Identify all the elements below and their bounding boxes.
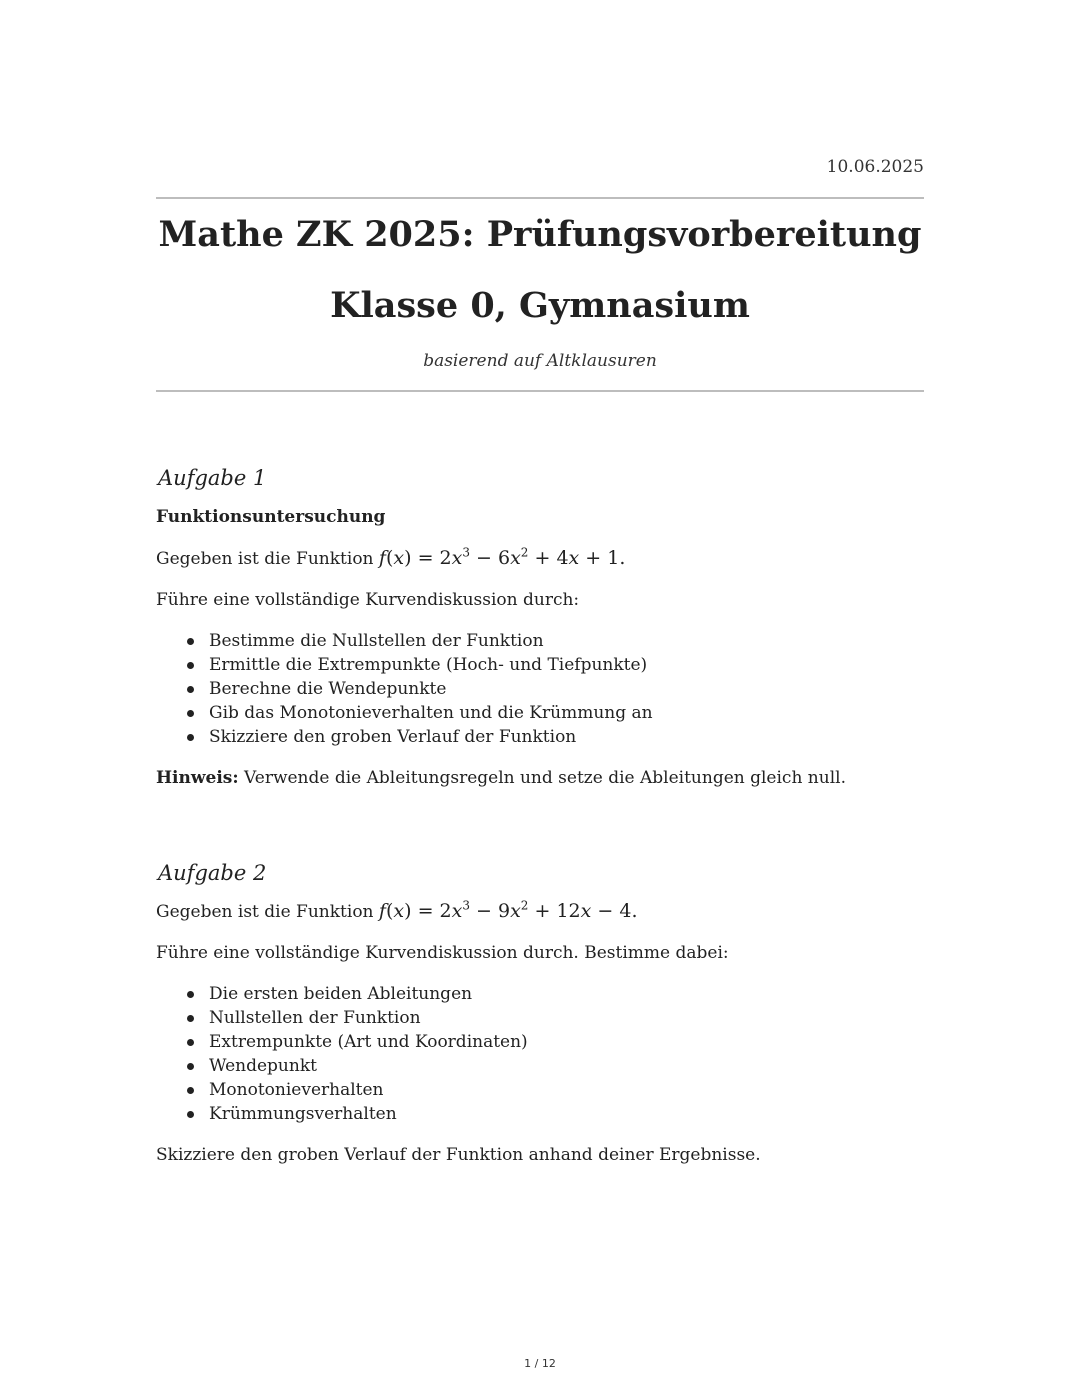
task-1-given — [156, 546, 924, 571]
bullet-icon — [187, 1087, 194, 1094]
list-item: Die ersten beiden Ableitungen — [209, 982, 924, 1006]
task-1-hint — [156, 766, 924, 790]
document-page — [156, 0, 924, 1397]
task-2-heading: Aufgabe 2 — [158, 861, 267, 885]
list-item: Wendepunkt — [209, 1054, 924, 1078]
bullet-icon — [187, 638, 194, 645]
task-2-formula: $f(x) = 2x^3 - 9x^2 + 12x - 4$. — [378, 898, 638, 922]
list-item: Bestimme die Nullstellen der Funktion — [209, 629, 924, 653]
task-2-given — [156, 899, 924, 924]
list-item: Gib das Monotonieverhalten und die Krümmung an — [209, 701, 924, 725]
header-bottom-divider — [156, 390, 924, 392]
bullet-icon — [187, 991, 194, 998]
list-item: Ermittle die Extrempunkte (Hoch- und Tiefpunkte) — [209, 653, 924, 677]
document-subtitle: basierend auf Altklausuren — [423, 351, 657, 371]
hint-text: Verwende die Ableitungsregeln und setze die Ableitungen gleich null. — [238, 768, 846, 788]
task-2-closing: Skizziere den groben Verlauf der Funktion anhand deiner Ergebnisse. — [156, 1145, 761, 1165]
list-item: Berechne die Wendepunkte — [209, 677, 924, 701]
task-2-section — [156, 858, 924, 1167]
list-item: Skizziere den groben Verlauf der Funktion — [209, 725, 924, 749]
document-date: 10.06.2025 — [826, 157, 924, 177]
bullet-icon — [187, 1015, 194, 1022]
task-1-subheading: Funktionsuntersuchung — [156, 507, 386, 527]
hint-label: Hinweis: — [156, 768, 239, 788]
task-1-instruction: Führe eine vollständige Kurvendiskussion durch: — [156, 590, 580, 610]
task-1-given-prefix: Gegeben ist die Funktion — [156, 549, 374, 569]
task-1-list — [156, 629, 924, 749]
bullet-icon — [187, 662, 194, 669]
bullet-icon — [187, 710, 194, 717]
list-item: Nullstellen der Funktion — [209, 1006, 924, 1030]
document-title-class: Klasse 0, Gymnasium — [330, 285, 750, 326]
bullet-icon — [187, 1039, 194, 1046]
list-item: Extrempunkte (Art und Koordinaten) — [209, 1030, 924, 1054]
task-2-instruction: Führe eine vollständige Kurvendiskussion durch. Bestimme dabei: — [156, 943, 729, 963]
bullet-icon — [187, 1111, 194, 1118]
page-indicator: 1 / 12 — [524, 1357, 556, 1370]
list-item: Krümmungsverhalten — [209, 1102, 924, 1126]
task-2-given-prefix: Gegeben ist die Funktion — [156, 902, 374, 922]
task-1-section — [156, 463, 924, 790]
task-2-list — [156, 982, 924, 1126]
bullet-icon — [187, 686, 194, 693]
bullet-icon — [187, 734, 194, 741]
header-top-divider — [156, 197, 924, 199]
document-title: Mathe ZK 2025: Prüfungsvorbereitung — [158, 214, 922, 255]
task-1-heading: Aufgabe 1 — [158, 466, 267, 490]
bullet-icon — [187, 1063, 194, 1070]
task-1-formula: $f(x) = 2x^3 - 6x^2 + 4x + 1$. — [378, 545, 626, 569]
list-item: Monotonieverhalten — [209, 1078, 924, 1102]
